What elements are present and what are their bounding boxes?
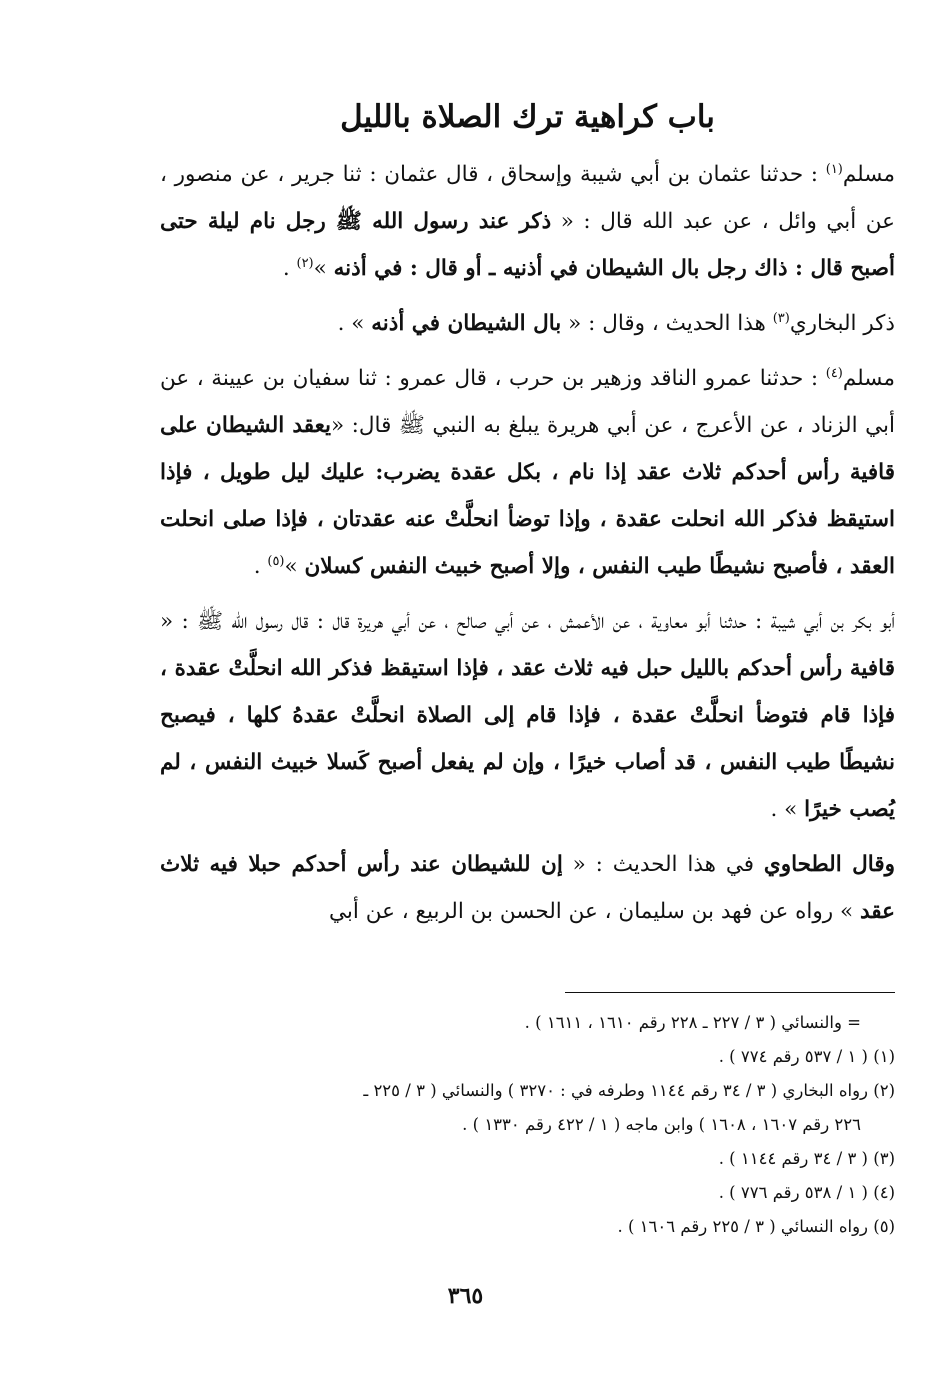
paragraph-3-source: مسلم [842,366,895,391]
paragraph-2-hadith: بال الشيطان في أذنه [371,311,562,336]
footnote-2 [160,1074,895,1142]
paragraph-3-hadith: يعقد الشيطان على قافية رأس أحدكم ثلاث عقد إذا نام ، بكل عقدة يضرب: عليك ليل طويل ، فإذا استيقظ فذكر الله انحلت عقدة ، وإذا توضأ انحلَّتْ عنه عقدتان ، فإذا صلى انحلت العقد ، فأصبح نشيطًا طيب النفس ، وإلا أصبح خبيث النفس كسلان [160,413,895,579]
footnote-ref-5: (٥) [267,553,285,569]
paragraph-1-source: مسلم [842,162,895,187]
footnote-2-line-1: (٢) رواه البخاري ( ٣ / ٣٤ رقم ١١٤٤ وطرفه في : ٣٢٧٠ ) والنسائي ( ٣ / ٢٢٥ ـ [363,1081,895,1100]
paragraph-4-hadith: قافية رأس أحدكم بالليل حبل فيه ثلاث عقد ، فإذا استيقظ فذكر الله انحلَّتْ عقدة ، فإذا قام فتوضأ انحلَّتْ عقدة ، فإذا قام إلى الصلاة انحلَّتْ عقدهُ كلها ، فيصبح نشيطًا طيب النفس ، قد أصاب خيرًا ، وإن لم يفعل أصبح كَسلا خبيث النفس ، لم يُصب خيرًا [160,656,895,822]
footnote-separator [565,992,895,993]
paragraph-1-hadith: ذكر عند رسول الله ﷺ رجل نام ليلة حتى أصبح قال : ذاك رجل بال الشيطان في أذنيه ـ أو قال : في أذنه [160,209,895,281]
paragraph-2 [160,300,895,347]
chapter-title: باب كراهية ترك الصلاة بالليل [340,99,715,135]
main-text [160,95,895,943]
paragraph-5-text: في هذا الحديث : « [562,852,764,877]
footnote-1: (١) ( ١ / ٥٣٧ رقم ٧٧٤ ) . [718,1047,895,1066]
paragraph-3-isnad: : حدثنا عمرو الناقد وزهير بن حرب ، قال عمرو : ثنا سفيان بن عيينة ، عن أبي الزناد ، عن الأعرج ، عن أبي هريرة يبلغ به النبي ﷺ قال: « [160,366,895,438]
paragraph-1-close: » [313,256,334,281]
paragraph-5-hadith: إن للشيطان عند رأس أحدكم حبلا فيه ثلاث عقد [160,852,895,924]
footnote-ref-3: (٣) [772,310,790,326]
paragraph-4-isnad: أبو بكر بن أبي شيبة : حدثنا أبو معاوية ، عن الأعمش ، عن أبي صالح ، عن أبي هريرة قال : قال رسول الله ﷺ : « [160,609,895,634]
footnote-4: (٤) ( ١ / ٥٣٨ رقم ٧٧٦ ) . [718,1183,895,1202]
footnote-ref-2: (٢) [296,255,314,271]
paragraph-4-close: » . [770,797,805,822]
paragraph-1-isnad: : حدثنا عثمان بن أبي شيبة وإسحاق ، قال عثمان : ثنا جرير ، عن منصور ، عن أبي وائل ، عن عبد الله قال : « [160,162,895,234]
footnote-3: (٣) ( ٣ / ٣٤ رقم ١١٤٤ ) . [718,1149,895,1168]
paragraph-2-text: هذا الحديث ، وقال : « [561,311,773,336]
footnote-ref-1: (١) [825,161,843,177]
footnotes [160,1006,895,1244]
footnote-5: (٥) رواه النسائي ( ٣ / ٢٢٥ رقم ١٦٠٦ ) . [617,1217,895,1236]
paragraph-1-end: . [282,256,297,281]
paragraph-3-end: . [253,554,268,579]
paragraph-1 [160,151,895,292]
paragraph-3-close: » [284,554,305,579]
paragraph-5 [160,841,895,935]
paragraph-2-close: » . [337,311,372,336]
paragraph-4 [160,598,895,833]
page-number: ٣٦٥ [447,1283,484,1309]
paragraph-5-isnad: » رواه عن فهد بن سليمان ، عن الحسن بن الربيع ، عن أبي [329,899,860,924]
paragraph-5-source: وقال الطحاوي [763,852,896,877]
paragraph-2-source: ذكر البخاري [789,311,895,336]
footnote-ref-4: (٤) [825,365,843,381]
footnote-2-line-2: ٢٢٦ رقم ١٦٠٧ ، ١٦٠٨ ) وابن ماجه ( ١ / ٤٢٢ رقم ١٣٣٠ ) . [462,1115,861,1134]
footnote-continuation: = والنسائي ( ٣ / ٢٢٧ ـ ٢٢٨ رقم ١٦١٠ ، ١٦١١ ) . [524,1013,861,1032]
paragraph-3 [160,355,895,590]
